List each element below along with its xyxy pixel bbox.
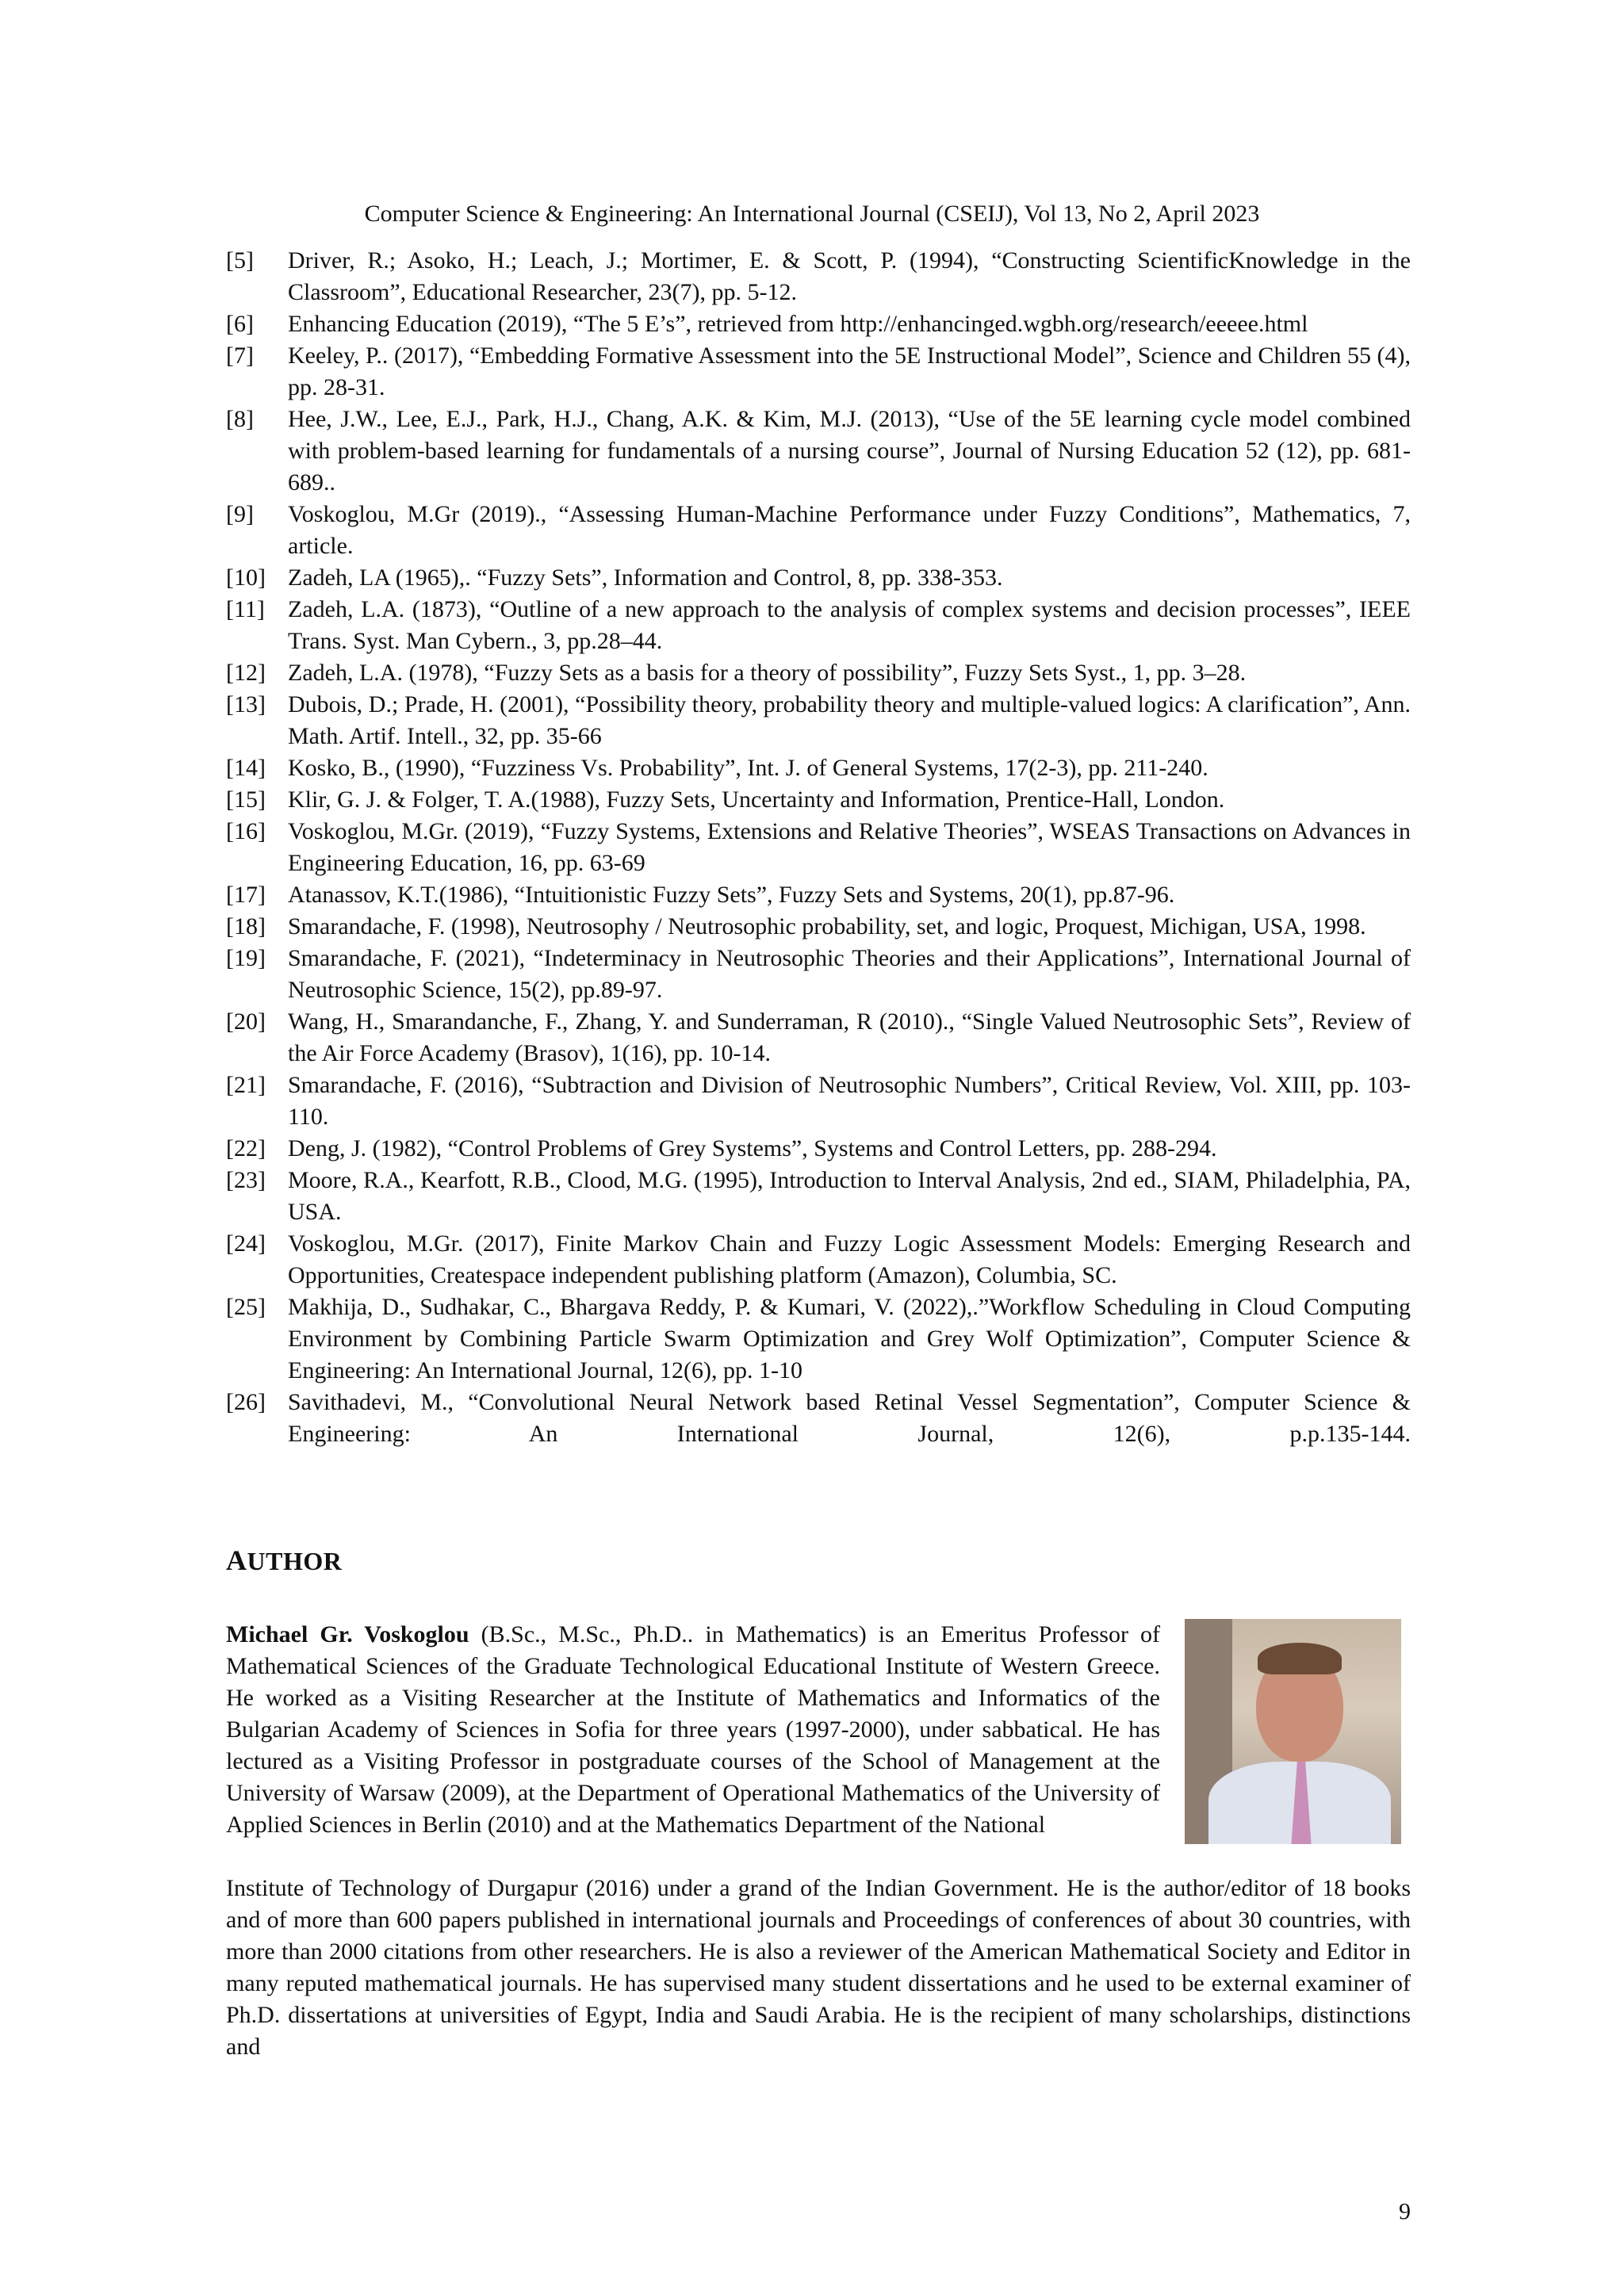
reference-text: Moore, R.A., Kearfott, R.B., Clood, M.G. (1995), Introduction to Interval Analysis, 2nd ed., SIAM, Philadelphia, PA, USA.	[288, 1167, 1411, 1225]
reference-text: Savithadevi, M., “Convolutional Neural Network based Retinal Vessel Segmentation”, Computer Science & Engineering: An International Journal, 12(6), p.p.135-144.	[288, 1389, 1411, 1447]
author-bio	[226, 1619, 1160, 1841]
reference-item	[226, 943, 1411, 1006]
reference-item	[226, 1165, 1411, 1228]
reference-item	[226, 1070, 1411, 1133]
running-header: Computer Science & Engineering: An International Journal (CSEIJ), Vol 13, No 2, April 2023	[364, 201, 1260, 227]
reference-text: Atanassov, K.T.(1986), “Intuitionistic Fuzzy Sets”, Fuzzy Sets and Systems, 20(1), pp.87-96.	[288, 882, 1175, 908]
reference-item	[226, 1006, 1411, 1070]
reference-number: [16]	[226, 818, 266, 844]
reference-number: [13]	[226, 691, 266, 718]
reference-item	[226, 1387, 1411, 1450]
reference-text: Keeley, P.. (2017), “Embedding Formative Assessment into the 5E Instructional Model”, Science and Children 55 (4), pp. 28-31.	[288, 342, 1411, 400]
reference-text: Voskoglou, M.Gr. (2017), Finite Markov Chain and Fuzzy Logic Assessment Models: Emerging Research and Opportunities, Createspace independent publishing platform (Amazon), Columbia, SC.	[288, 1230, 1411, 1288]
reference-item	[226, 879, 1411, 911]
reference-text: Zadeh, LA (1965),. “Fuzzy Sets”, Information and Control, 8, pp. 338-353.	[288, 564, 1003, 591]
reference-text: Klir, G. J. & Folger, T. A.(1988), Fuzzy Sets, Uncertainty and Information, Prentice-Hall, London.	[288, 786, 1225, 813]
reference-number: [25]	[226, 1294, 266, 1320]
reference-text: Makhija, D., Sudhakar, C., Bhargava Reddy, P. & Kumari, V. (2022),.”Workflow Scheduling in Cloud Computing Environment by Combining Particle Swarm Optimization and Grey Wolf Optimization”, Computer Science & Engineering: An International Journal, 12(6), pp. 1-10	[288, 1294, 1411, 1383]
reference-item	[226, 594, 1411, 657]
reference-number: [22]	[226, 1135, 266, 1161]
reference-number: [21]	[226, 1072, 266, 1098]
reference-text: Smarandache, F. (1998), Neutrosophy / Neutrosophic probability, set, and logic, Proquest, Michigan, USA, 1998.	[288, 913, 1366, 939]
reference-text: Wang, H., Smarandanche, F., Zhang, Y. and Sunderraman, R (2010)., “Single Valued Neutrosophic Sets”, Review of the Air Force Academy (Brasov), 1(16), pp. 10-14.	[288, 1008, 1411, 1066]
reference-number: [6]	[226, 311, 254, 337]
reference-number: [5]	[226, 247, 254, 274]
reference-number: [10]	[226, 564, 266, 591]
reference-text: Hee, J.W., Lee, E.J., Park, H.J., Chang, A.K. & Kim, M.J. (2013), “Use of the 5E learning cycle model combined with problem-based learning for fundamentals of a nursing course”, Journal of Nursing Education 52 (12), pp. 681-689..	[288, 406, 1411, 496]
reference-text: Smarandache, F. (2021), “Indeterminacy in Neutrosophic Theories and their Applications”, International Journal of Neutrosophic Science, 15(2), pp.89-97.	[288, 945, 1411, 1003]
reference-item	[226, 404, 1411, 499]
reference-item	[226, 816, 1411, 879]
reference-number: [20]	[226, 1008, 266, 1035]
reference-number: [15]	[226, 786, 266, 813]
author-bio-text: (B.Sc., M.Sc., Ph.D.. in Mathematics) is an Emeritus Professor of Mathematical Sciences of the Graduate Technological Educational Institute of Western Greece. He worked as a Visiting Researcher at the Institute of Mathematics and Informatics of the Bulgarian Academy of Sciences in Sofia for three years (1997-2000), under sabbatical. He has lectured as a Visiting Professor in postgraduate courses of the School of Management at the University of Warsaw (2009), at the Department of Operational Mathematics of the University of Applied Sciences in Berlin (2010) and at the Mathematics Department of the National	[226, 1621, 1160, 1838]
reference-text: Voskoglou, M.Gr (2019)., “Assessing Human-Machine Performance under Fuzzy Conditions”, Mathematics, 7, article.	[288, 501, 1411, 559]
reference-number: [17]	[226, 882, 266, 908]
reference-item	[226, 308, 1411, 340]
reference-text: Driver, R.; Asoko, H.; Leach, J.; Mortimer, E. & Scott, P. (1994), “Constructing ScientificKnowledge in the Classroom”, Educational Researcher, 23(7), pp. 5-12.	[288, 247, 1411, 305]
reference-item	[226, 1228, 1411, 1292]
reference-item	[226, 562, 1411, 594]
author-section-heading: AUTHOR	[226, 1544, 343, 1576]
author-bio-continued: Institute of Technology of Durgapur (2016) under a grand of the Indian Government. He is the author/editor of 18 books and of more than 600 papers published in international journals and Proceedings of conferences of about 30 countries, with more than 2000 citations from other researchers. He is also a reviewer of the American Mathematical Society and Editor in many reputed mathematical journals. He has supervised many student dissertations and he used to be external examiner of Ph.D. dissertations at universities of Egypt, India and Saudi Arabia. He is the recipient of many scholarships, distinctions and	[226, 1875, 1411, 2060]
reference-item	[226, 1292, 1411, 1387]
reference-list	[226, 245, 1411, 1450]
author-name: Michael Gr. Voskoglou	[226, 1621, 469, 1647]
reference-text: Kosko, B., (1990), “Fuzziness Vs. Probability”, Int. J. of General Systems, 17(2-3), pp. 211-240.	[288, 755, 1208, 781]
reference-item	[226, 657, 1411, 689]
page-number: 9	[1399, 2198, 1411, 2225]
reference-text: Smarandache, F. (2016), “Subtraction and Division of Neutrosophic Numbers”, Critical Review, Vol. XIII, pp. 103-110.	[288, 1072, 1411, 1130]
reference-number: [8]	[226, 406, 254, 432]
reference-number: [12]	[226, 660, 266, 686]
reference-item	[226, 499, 1411, 562]
reference-item	[226, 689, 1411, 752]
reference-number: [24]	[226, 1230, 266, 1257]
reference-text: Dubois, D.; Prade, H. (2001), “Possibility theory, probability theory and multiple-valued logics: A clarification”, Ann. Math. Artif. Intell., 32, pp. 35-66	[288, 691, 1411, 749]
reference-number: [18]	[226, 913, 266, 939]
reference-item	[226, 245, 1411, 308]
reference-number: [19]	[226, 945, 266, 971]
reference-number: [23]	[226, 1167, 266, 1193]
reference-number: [11]	[226, 596, 265, 622]
author-photo	[1185, 1619, 1401, 1844]
reference-item	[226, 784, 1411, 816]
reference-number: [26]	[226, 1389, 266, 1415]
reference-number: [14]	[226, 755, 266, 781]
reference-text: Voskoglou, M.Gr. (2019), “Fuzzy Systems, Extensions and Relative Theories”, WSEAS Transactions on Advances in Engineering Education, 16, pp. 63-69	[288, 818, 1411, 876]
reference-number: [7]	[226, 342, 254, 369]
reference-number: [9]	[226, 501, 254, 527]
reference-item	[226, 752, 1411, 784]
reference-item	[226, 911, 1411, 943]
reference-text: Zadeh, L.A. (1978), “Fuzzy Sets as a basis for a theory of possibility”, Fuzzy Sets Syst., 1, pp. 3–28.	[288, 660, 1247, 686]
reference-item	[226, 1133, 1411, 1165]
reference-text: Deng, J. (1982), “Control Problems of Grey Systems”, Systems and Control Letters, pp. 288-294.	[288, 1135, 1217, 1161]
reference-text: Enhancing Education (2019), “The 5 E’s”, retrieved from http://enhancinged.wgbh.org/research/eeeee.html	[288, 311, 1308, 337]
reference-text: Zadeh, L.A. (1873), “Outline of a new approach to the analysis of complex systems and decision processes”, IEEE Trans. Syst. Man Cybern., 3, pp.28–44.	[288, 596, 1411, 654]
reference-item	[226, 340, 1411, 404]
